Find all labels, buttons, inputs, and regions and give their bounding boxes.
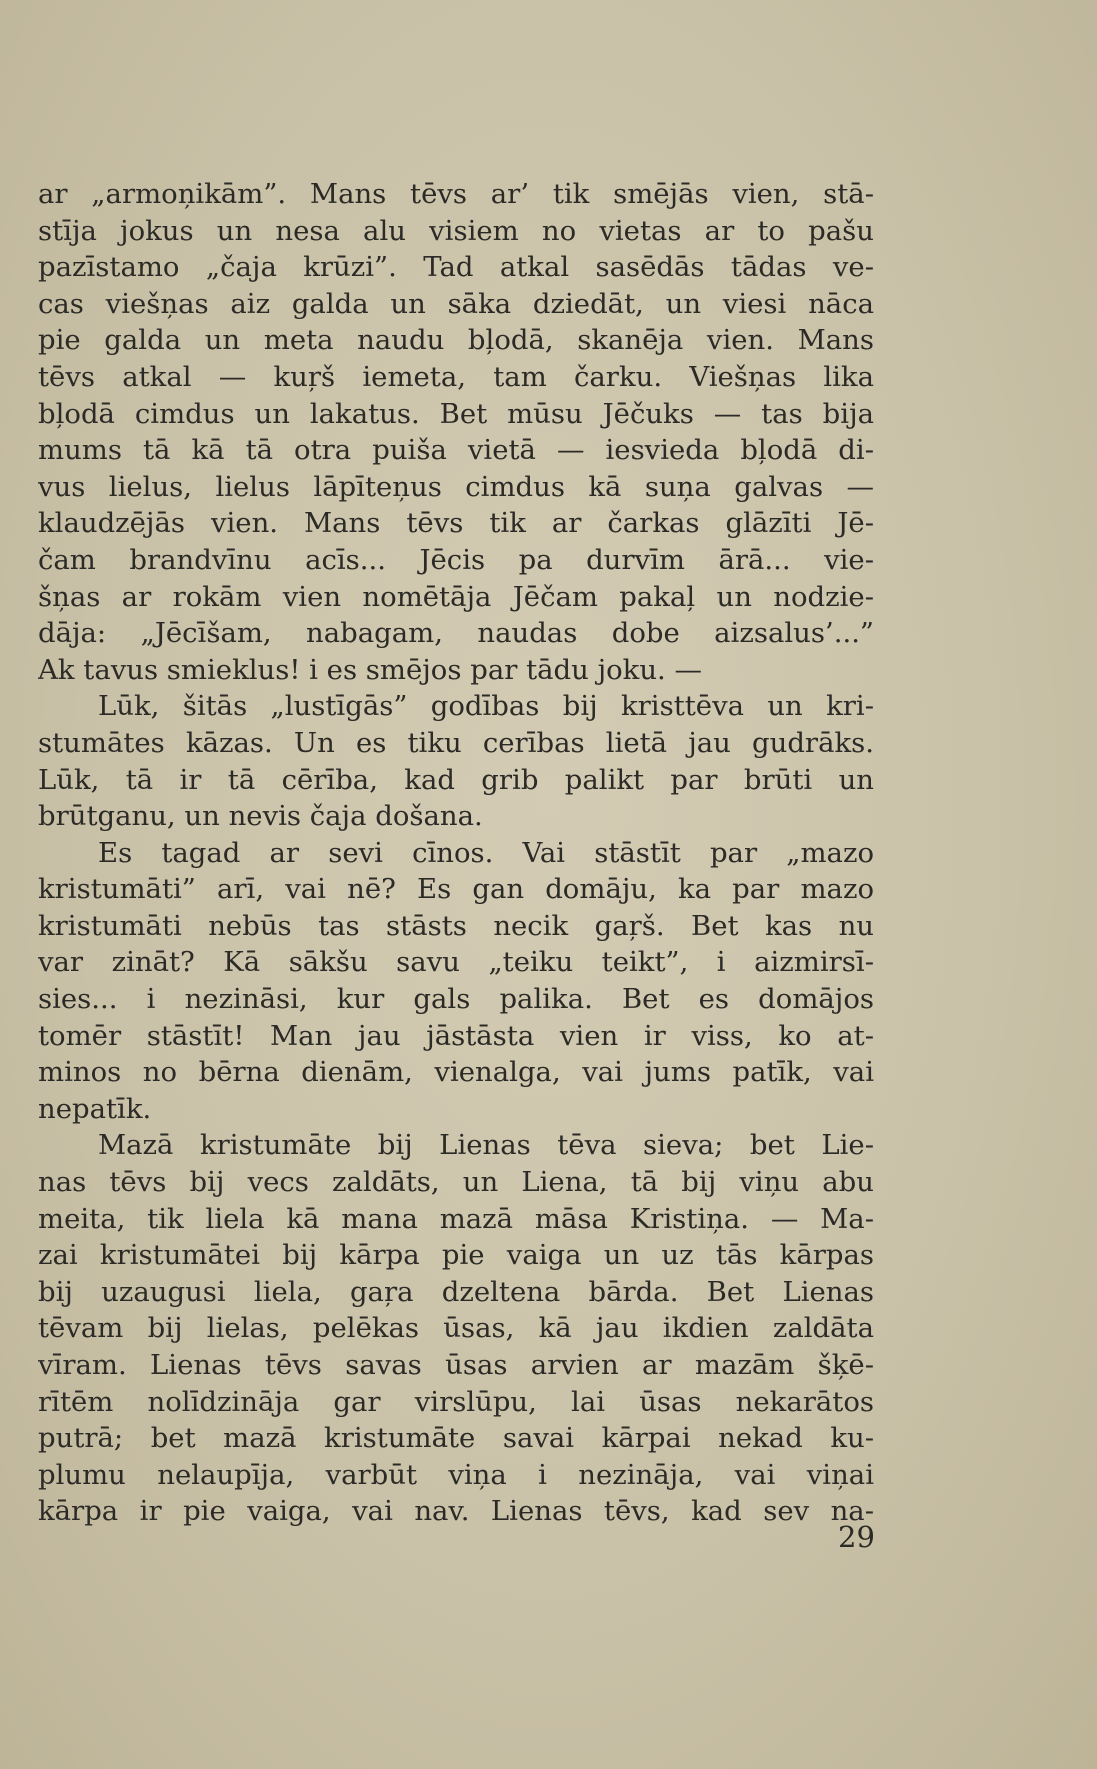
body-text [38,176,874,1530]
text-line: mums tā kā tā otra puiša vietā — iesvieda bļodā di- [38,434,874,467]
text-line: pazīstamo „čaja krūzi”. Tad atkal sasēdās tādas ve- [38,251,874,284]
text-line: Es tagad ar sevi cīnos. Vai stāstīt par „mazo [98,836,874,869]
text-line: vus lielus, lielus lāpīteņus cimdus kā suņa galvas — [38,470,874,503]
text-line: pie galda un meta naudu bļodā, skanēja vien. Mans [38,324,874,357]
text-line: sies... i nezināsi, kur gals palika. Bet es domājos [38,983,874,1016]
text-line: dāja: „Jēcīšam, nabagam, naudas dobe aizsalus’...” [38,617,874,650]
page-number: 29 [838,1520,875,1554]
text-line: bļodā cimdus un lakatus. Bet mūsu Jēčuks — tas bija [38,397,874,430]
text-line: minos no bērna dienām, vienalga, vai jums patīk, vai [38,1056,874,1089]
text-line: kristumāti nebūs tas stāsts necik gaŗš. Bet kas nu [38,909,874,942]
text-line: tomēr stāstīt! Man jau jāstāsta vien ir viss, ko at- [38,1019,874,1052]
text-line: kristumāti” arī, vai nē? Es gan domāju, ka par mazo [38,873,874,906]
text-line: Ak tavus smieklus! i es smējos par tādu joku. — [38,653,703,686]
text-line: šņas ar rokām vien nomētāja Jēčam pakaļ un nodzie- [38,580,874,613]
text-line: cas viešņas aiz galda un sāka dziedāt, un viesi nāca [38,287,874,320]
text-line: nas tēvs bij vecs zaldāts, un Liena, tā bij viņu abu [38,1166,874,1199]
text-line: putrā; bet mazā kristumāte savai kārpai nekad ku- [38,1422,874,1455]
text-line: brūtganu, un nevis čaja došana. [38,800,483,833]
text-line: nepatīk. [38,1092,152,1125]
text-line: Lūk, šitās „lustīgās” godības bij kristtēva un kri- [98,690,874,723]
text-line: Lūk, tā ir tā cērība, kad grib palikt par brūti un [38,763,874,796]
text-line: klaudzējās vien. Mans tēvs tik ar čarkas glāzīti Jē- [38,507,874,540]
text-line: tēvam bij lielas, pelēkas ūsas, kā jau ikdien zaldāta [38,1312,874,1345]
text-line: zai kristumātei bij kārpa pie vaiga un uz tās kārpas [38,1239,874,1272]
text-line: rītēm nolīdzināja gar virslūpu, lai ūsas nekarātos [38,1385,874,1418]
text-line: Mazā kristumāte bij Lienas tēva sieva; bet Lie- [98,1129,874,1162]
text-line: stīja jokus un nesa alu visiem no vietas ar to pašu [38,214,874,247]
text-line: vīram. Lienas tēvs savas ūsas arvien ar mazām šķē- [38,1349,874,1381]
text-line: plumu nelaupīja, varbūt viņa i nezināja, vai viņai [38,1458,874,1491]
text-line: var zināt? Kā sākšu savu „teiku teikt”, i aizmirsī- [38,946,874,979]
text-line: bij uzaugusi liela, gaŗa dzeltena bārda. Bet Lienas [38,1275,874,1308]
text-line: tēvs atkal — kuŗš iemeta, tam čarku. Viešņas lika [38,360,874,393]
text-line: čam brandvīnu acīs... Jēcis pa durvīm ārā... vie- [38,543,874,576]
text-line: stumātes kāzas. Un es tiku cerības lietā jau gudrāks. [38,726,874,759]
text-line: meita, tik liela kā mana mazā māsa Kristiņa. — Ma- [38,1202,874,1235]
text-line: kārpa ir pie vaiga, vai nav. Lienas tēvs, kad sev na- [38,1495,874,1528]
text-line: ar „armoņikām”. Mans tēvs ar’ tik smējās vien, stā- [38,178,874,210]
